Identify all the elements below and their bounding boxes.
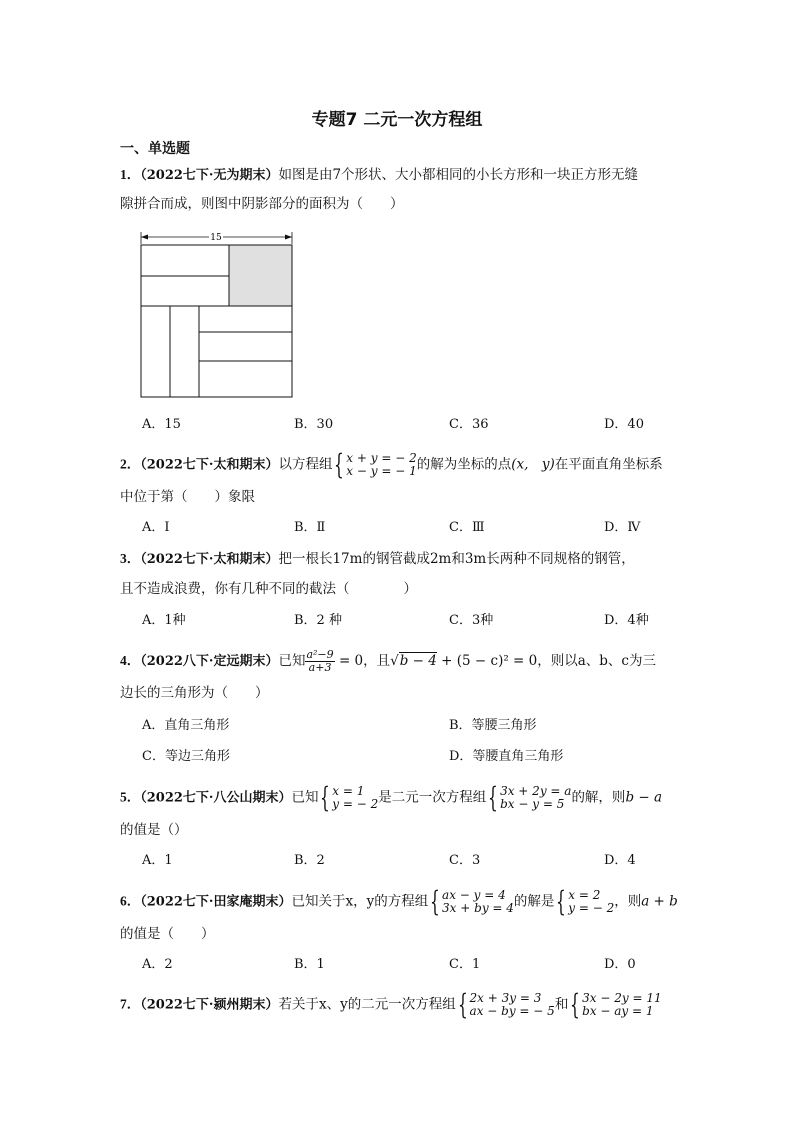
q2-option-c: C．Ⅲ xyxy=(449,520,485,535)
question-number: 6． xyxy=(120,893,141,909)
question-text: 在平面直角坐标系 xyxy=(554,456,663,473)
question-text: 是二元一次方程组 xyxy=(378,789,487,806)
q6-option-a: A．2 xyxy=(142,957,173,972)
question-text: ，则 xyxy=(614,893,642,910)
q4-option-c: C．等边三角形 xyxy=(142,749,230,764)
q2-option-d: D．Ⅳ xyxy=(604,520,641,535)
fraction xyxy=(305,649,334,674)
q6-option-b: B．1 xyxy=(294,957,325,972)
fraction-denominator: a+3 xyxy=(308,661,332,674)
width-label: 15 xyxy=(210,233,222,243)
question-3-line-2: 且不造成浪费，你有几种不同的截法（ ） xyxy=(120,581,417,597)
q1-option-d: D．40 xyxy=(604,417,644,432)
question-number: 5． xyxy=(120,789,141,805)
question-text: 如图是由7个形状、大小都相同的小长方形和一块正方形无缝 xyxy=(278,167,639,183)
question-2-line-1 xyxy=(120,448,663,481)
rectangle-figure xyxy=(130,226,300,402)
equation-system: { x = 1 y = − 2 xyxy=(320,781,379,814)
question-number: 7． xyxy=(120,996,141,1012)
q5-option-c: C．3 xyxy=(449,853,481,868)
question-5-line-2: 的值是（） xyxy=(120,822,188,838)
q1-option-b: B．30 xyxy=(294,417,334,432)
q5-option-a: A．1 xyxy=(142,853,173,868)
question-6-line-2: 的值是（ ） xyxy=(120,926,215,942)
equation: 3x − 2y = 11 xyxy=(582,991,662,1005)
equation-system: { x = 2 y = − 2 xyxy=(556,885,615,918)
equation: 3x + by = 4 xyxy=(442,901,514,915)
q5-option-d: D．4 xyxy=(604,853,636,868)
equation: x = 2 xyxy=(568,888,601,902)
question-text: 已知 xyxy=(291,789,319,806)
q1-option-c: C．36 xyxy=(449,417,489,432)
equation: y = − 2 xyxy=(332,797,379,811)
question-text: 和 xyxy=(554,996,569,1013)
question-text: 的解，则 xyxy=(571,789,626,806)
math-expression: (x, y) xyxy=(511,456,555,473)
q3-option-b: B．2 种 xyxy=(294,613,342,628)
question-1-line-2: 隙拼合而成，则图中阴影部分的面积为（ ） xyxy=(120,196,404,212)
equation: x + y = − 2 xyxy=(346,451,417,465)
q3-option-a: A．1种 xyxy=(142,613,186,628)
equation: y = − 2 xyxy=(568,901,615,915)
question-text: 已知 xyxy=(278,653,306,669)
q6-option-c: C．1 xyxy=(449,957,481,972)
equation-system: { 3x − 2y = 11 bx − ay = 1 xyxy=(570,988,662,1021)
question-text: 的解为坐标的点 xyxy=(416,456,512,473)
q2-option-b: B．Ⅱ xyxy=(294,520,326,535)
section-heading: 一、单选题 xyxy=(120,141,190,157)
question-text: + (5 − c)² = 0，则以a、b、c为三 xyxy=(436,653,656,669)
question-2-line-2: 中位于第（ ）象限 xyxy=(120,489,255,505)
question-text: 以方程组 xyxy=(278,456,333,473)
q1-option-a: A．15 xyxy=(142,417,181,432)
equation-system: { ax − y = 4 3x + by = 4 xyxy=(430,885,514,918)
question-text: 已知关于x，y的方程组 xyxy=(291,893,429,910)
question-source: （2022七下·太和期末） xyxy=(140,552,279,567)
question-source: （2022七下·田家庵期末） xyxy=(140,894,292,910)
equation: 3x + 2y = a xyxy=(500,784,572,798)
q3-option-c: C．3种 xyxy=(449,613,494,628)
equation: bx − ay = 1 xyxy=(582,1004,654,1018)
question-number: 4． xyxy=(120,653,141,668)
equation: 2x + 3y = 3 xyxy=(469,991,542,1005)
q2-option-a: A．Ⅰ xyxy=(142,520,170,535)
math-expression: b − a xyxy=(625,789,663,806)
question-6-line-1 xyxy=(120,885,678,918)
q4-option-b: B．等腰三角形 xyxy=(449,718,537,733)
question-3-line-1 xyxy=(120,549,635,570)
question-4-line-2: 边长的三角形为（ ） xyxy=(120,685,269,701)
fraction-numerator: a²−9 xyxy=(306,648,334,661)
equation-system: { 2x + 3y = 3 ax − by = − 5 xyxy=(457,988,555,1021)
equation-system: { 3x + 2y = a bx − y = 5 xyxy=(488,781,572,814)
equation: ax − y = 4 xyxy=(442,888,506,902)
q6-option-d: D．0 xyxy=(604,957,636,972)
question-number: 1． xyxy=(120,167,141,182)
q4-option-a: A．直角三角形 xyxy=(142,718,230,733)
equation-system: { x + y = − 2 x − y = − 1 xyxy=(334,448,417,481)
square-root: b − 4 xyxy=(399,653,437,669)
equation: x − y = − 1 xyxy=(346,464,417,478)
question-source: （2022七下·无为期末） xyxy=(140,168,279,183)
question-5-line-1 xyxy=(120,781,663,814)
question-source: （2022七下·颍州期末） xyxy=(140,997,279,1013)
question-text: 把一根长17m的钢管截成2m和3m长两种不同规格的钢管， xyxy=(278,551,635,567)
page-title: 专题7 二元一次方程组 xyxy=(311,110,483,130)
question-number: 2． xyxy=(120,456,141,472)
question-source: （2022七下·太和期末） xyxy=(140,457,279,473)
question-text: 的解是 xyxy=(513,893,555,910)
shaded-square xyxy=(229,245,292,306)
question-4-line-1: 4．（2022八下·定远期末）已知 $\frac{\text{a²−9}}{a+3}$ = 0，且√b − 4 + (5 − c)² = 0，则以a、b、c为三 xyxy=(120,648,656,674)
question-text: = 0，且 xyxy=(334,653,391,669)
question-source: （2022八下·定远期末） xyxy=(140,654,279,669)
equation: bx − y = 5 xyxy=(500,797,565,811)
question-number: 3． xyxy=(120,551,141,566)
question-7-line-1 xyxy=(120,988,662,1021)
equation: x = 1 xyxy=(332,784,365,798)
question-text: 若关于x、y的二元一次方程组 xyxy=(278,996,456,1013)
math-expression: a + b xyxy=(641,893,678,910)
equation: ax − by = − 5 xyxy=(469,1004,555,1018)
q5-option-b: B．2 xyxy=(294,853,325,868)
question-source: （2022七下·八公山期末） xyxy=(140,790,292,806)
question-1-line-1 xyxy=(120,165,638,186)
q3-option-d: D．4种 xyxy=(604,613,649,628)
q4-option-d: D．等腰直角三角形 xyxy=(449,749,564,764)
